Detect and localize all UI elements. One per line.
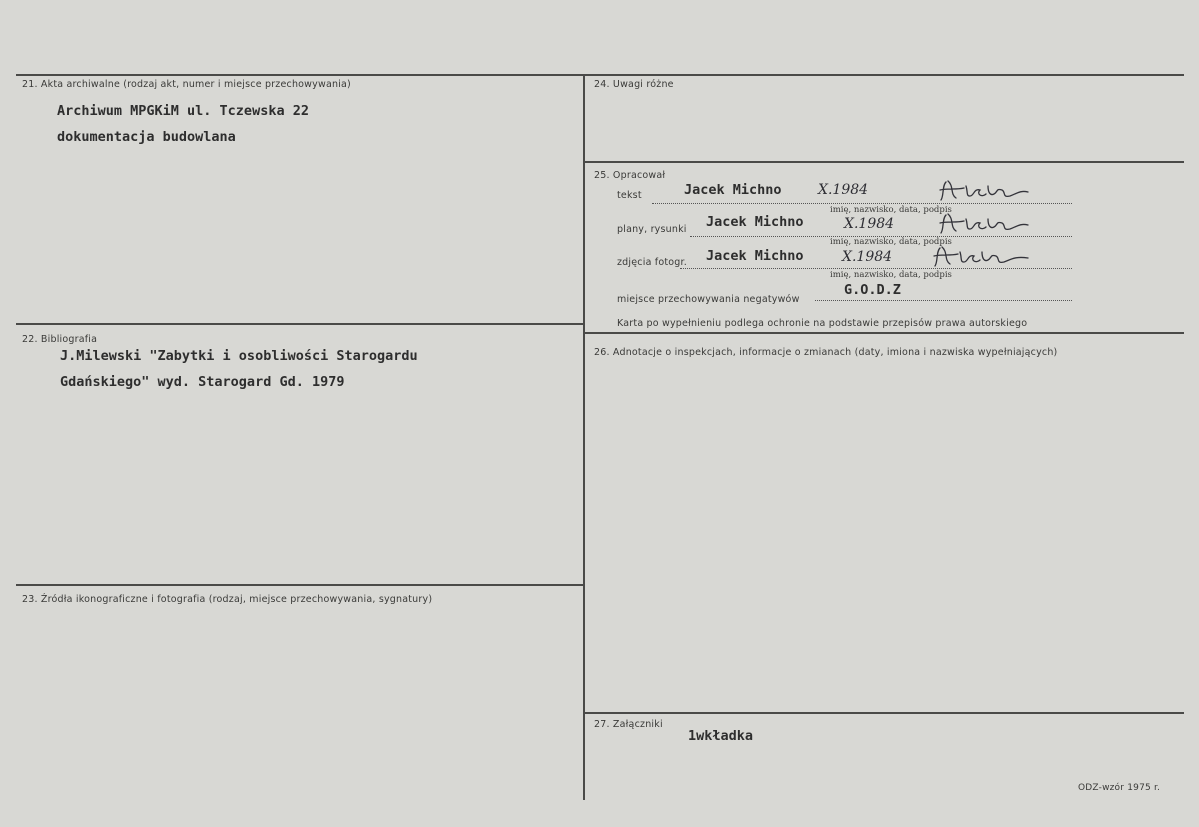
section-21-label: 21. Akta archiwalne (rodzaj akt, numer i miejsce przechowywania) <box>22 79 351 90</box>
form-code: ODZ-wzór 1975 r. <box>1078 783 1161 793</box>
plans-row-caption: imię, nazwisko, data, podpis <box>830 237 952 247</box>
signature-photos <box>930 244 1040 270</box>
center-divider <box>583 74 585 800</box>
section-24-label: 24. Uwagi różne <box>594 79 674 90</box>
section-22-line-1: J.Milewski "Zabytki i osobliwości Starogardu <box>60 348 418 364</box>
rule-left-23 <box>16 584 583 586</box>
text-row-caption: imię, nazwisko, data, podpis <box>830 205 952 215</box>
section-21-line-1: Archiwum MPGKiM ul. Tczewska 22 <box>57 103 309 119</box>
section-27-label: 27. Załączniki <box>594 719 663 730</box>
rule-left-22 <box>16 323 583 325</box>
copyright-note: Karta po wypełnieniu podlega ochronie na podstawie przepisów prawa autorskiego <box>617 318 1028 329</box>
section-21-line-2: dokumentacja budowlana <box>57 129 236 145</box>
negatives-dotted-line <box>815 300 1072 301</box>
text-row-date: X.1984 <box>818 182 869 198</box>
section-22-label: 22. Bibliografia <box>22 334 98 345</box>
photos-row-date: X.1984 <box>842 249 893 265</box>
section-25-label: 25. Opracował <box>594 170 666 181</box>
section-22-line-2: Gdańskiego" wyd. Starogard Gd. 1979 <box>60 374 345 390</box>
signature-text <box>936 178 1046 204</box>
text-row-label: tekst <box>617 190 642 201</box>
section-23-label: 23. Źródła ikonograficzne i fotografia (rodzaj, miejsce przechowywania, sygnatury) <box>22 594 433 605</box>
signature-plans <box>936 211 1046 237</box>
section-27-value: 1wkładka <box>688 728 754 744</box>
section-26-label: 26. Adnotacje o inspekcjach, informacje o zmianach (daty, imiona i nazwiska wypełniających) <box>594 347 1058 358</box>
photos-row-label: zdjęcia fotogr. <box>617 257 687 268</box>
text-row-name: Jacek Michno <box>684 182 782 198</box>
rule-right-26 <box>585 332 1184 334</box>
top-rule <box>16 74 1184 76</box>
rule-right-27 <box>585 712 1184 714</box>
negatives-value: G.O.D.Z <box>844 282 901 298</box>
rule-right-25 <box>585 161 1184 163</box>
plans-row-label: plany, rysunki <box>617 224 687 235</box>
plans-row-name: Jacek Michno <box>706 214 804 230</box>
photos-row-name: Jacek Michno <box>706 248 804 264</box>
photos-row-caption: imię, nazwisko, data, podpis <box>830 270 952 280</box>
negatives-label: miejsce przechowywania negatywów <box>617 294 800 305</box>
plans-row-date: X.1984 <box>844 216 895 232</box>
